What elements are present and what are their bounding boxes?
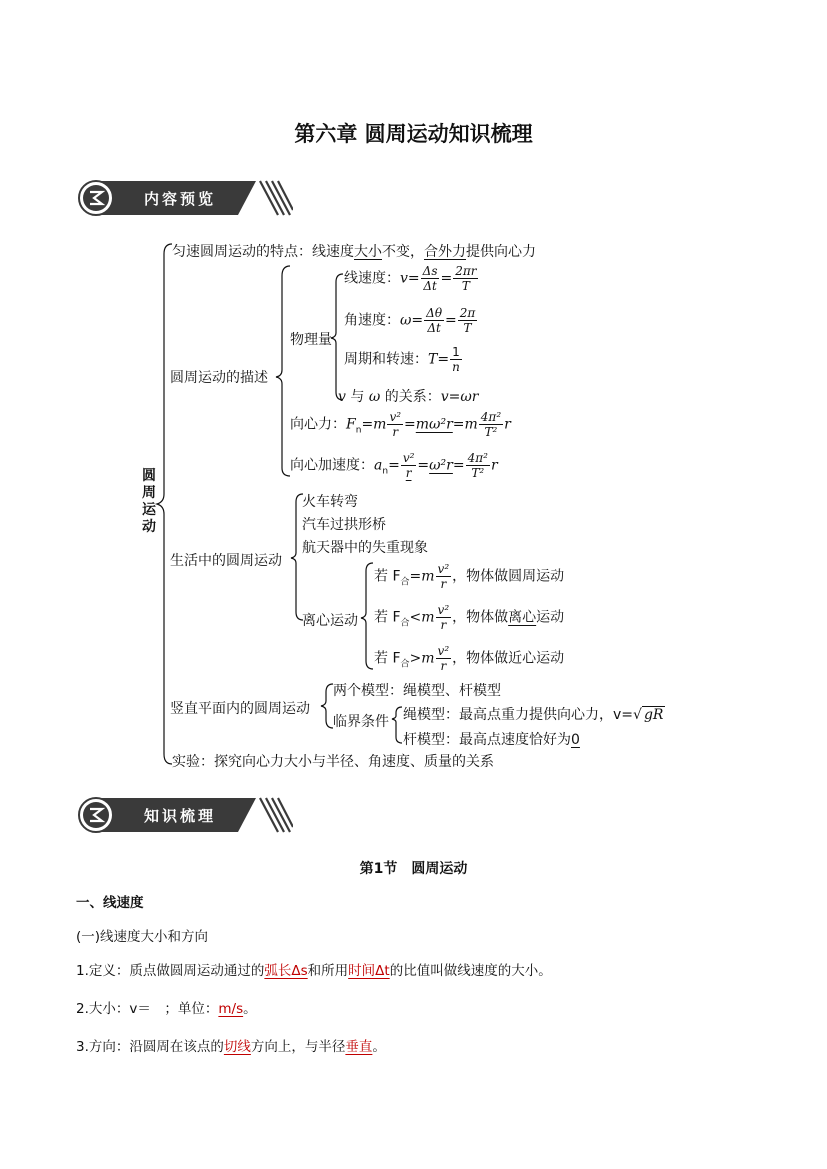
subheading-magnitude-direction: (一)线速度大小和方向	[76, 929, 209, 945]
section-title: 第1节 圆周运动	[359, 861, 468, 877]
map-car-bridge: 汽车过拱形桥	[302, 517, 386, 533]
page-title: 第六章 圆周运动知识梳理	[294, 121, 533, 146]
section-banner-knowledge	[78, 797, 293, 833]
map-critical-conditions: 临界条件	[333, 714, 389, 730]
map-period: 周期和转速：T= $\frac{1}{n}$	[344, 345, 460, 374]
map-centrifugal-case-2: 若 $F_合<m$ $\frac{\text{v²}}{r}$ ，物体做离心运动	[374, 603, 565, 632]
paragraph-magnitude: 2.大小：v＝ ；单位：m/s。	[76, 1001, 257, 1017]
map-centripetal-force: 向心力：$F_n=m$ $\frac{\text{v²}}{r}$ =mω²r=m $\frac{\text{4π²}}{\text{T²}}$ r	[290, 410, 511, 439]
map-vertical-circular-motion: 竖直平面内的圆周运动	[170, 701, 310, 717]
heading-linear-velocity: 一、线速度	[76, 895, 144, 911]
map-train-turning: 火车转弯	[302, 494, 358, 510]
map-physical-quantities: 物理量	[290, 332, 332, 348]
map-description: 圆周运动的描述	[170, 370, 268, 386]
map-life-circular-motion: 生活中的圆周运动	[170, 553, 282, 569]
map-centrifugal-case-3: 若 $F_合>m$ $\frac{\text{v²}}{r}$ ，物体做近心运动	[374, 644, 565, 673]
map-rope-model: 绳模型：最高点重力提供向心力，v=√ gR	[403, 707, 664, 723]
map-two-models: 两个模型：绳模型、杆模型	[333, 683, 501, 699]
map-angular-velocity: 角速度：ω= $\frac{\Delta\theta}{\Delta t}$ = $\frac{2\pi}{T}$	[344, 306, 476, 335]
map-centrifugal-case-1: 若 $F_合=m$ $\frac{\text{v²}}{r}$ ，物体做圆周运动	[374, 562, 565, 591]
map-experiment: 实验：探究向心力大小与半径、角速度、质量的关系	[172, 754, 494, 770]
paragraph-direction: 3.方向：沿圆周在该点的切线方向上，与半径垂直。	[76, 1039, 386, 1055]
map-centrifugal-motion: 离心运动	[302, 613, 358, 629]
map-linear-velocity: 线速度：v= $\frac{\Delta s}{\Delta t}$ = $\frac{2\pi r}{T}$	[344, 264, 477, 293]
map-uniform-characteristics: 匀速圆周运动的特点：线速度大小不变，合外力提供向心力	[172, 244, 536, 260]
map-root: 圆周运动	[142, 468, 156, 535]
map-rod-model: 杆模型：最高点速度恰好为0	[403, 732, 580, 748]
banner-label: 知识梳理	[144, 807, 217, 825]
banner-label: 内容预览	[144, 190, 217, 208]
map-centripetal-acceleration: 向心加速度：$a_n=$ $\frac{\text{v²}}{r}$ =ω²r= $\frac{\text{4π²}}{\text{T²}}$ r	[290, 451, 498, 480]
map-v-omega-relation: v 与 ω 的关系：v=ωr	[338, 389, 479, 405]
paragraph-definition: 1.定义：质点做圆周运动通过的弧长Δs和所用时间Δt的比值叫做线速度的大小。	[76, 963, 552, 979]
map-weightlessness: 航天器中的失重现象	[302, 540, 428, 556]
